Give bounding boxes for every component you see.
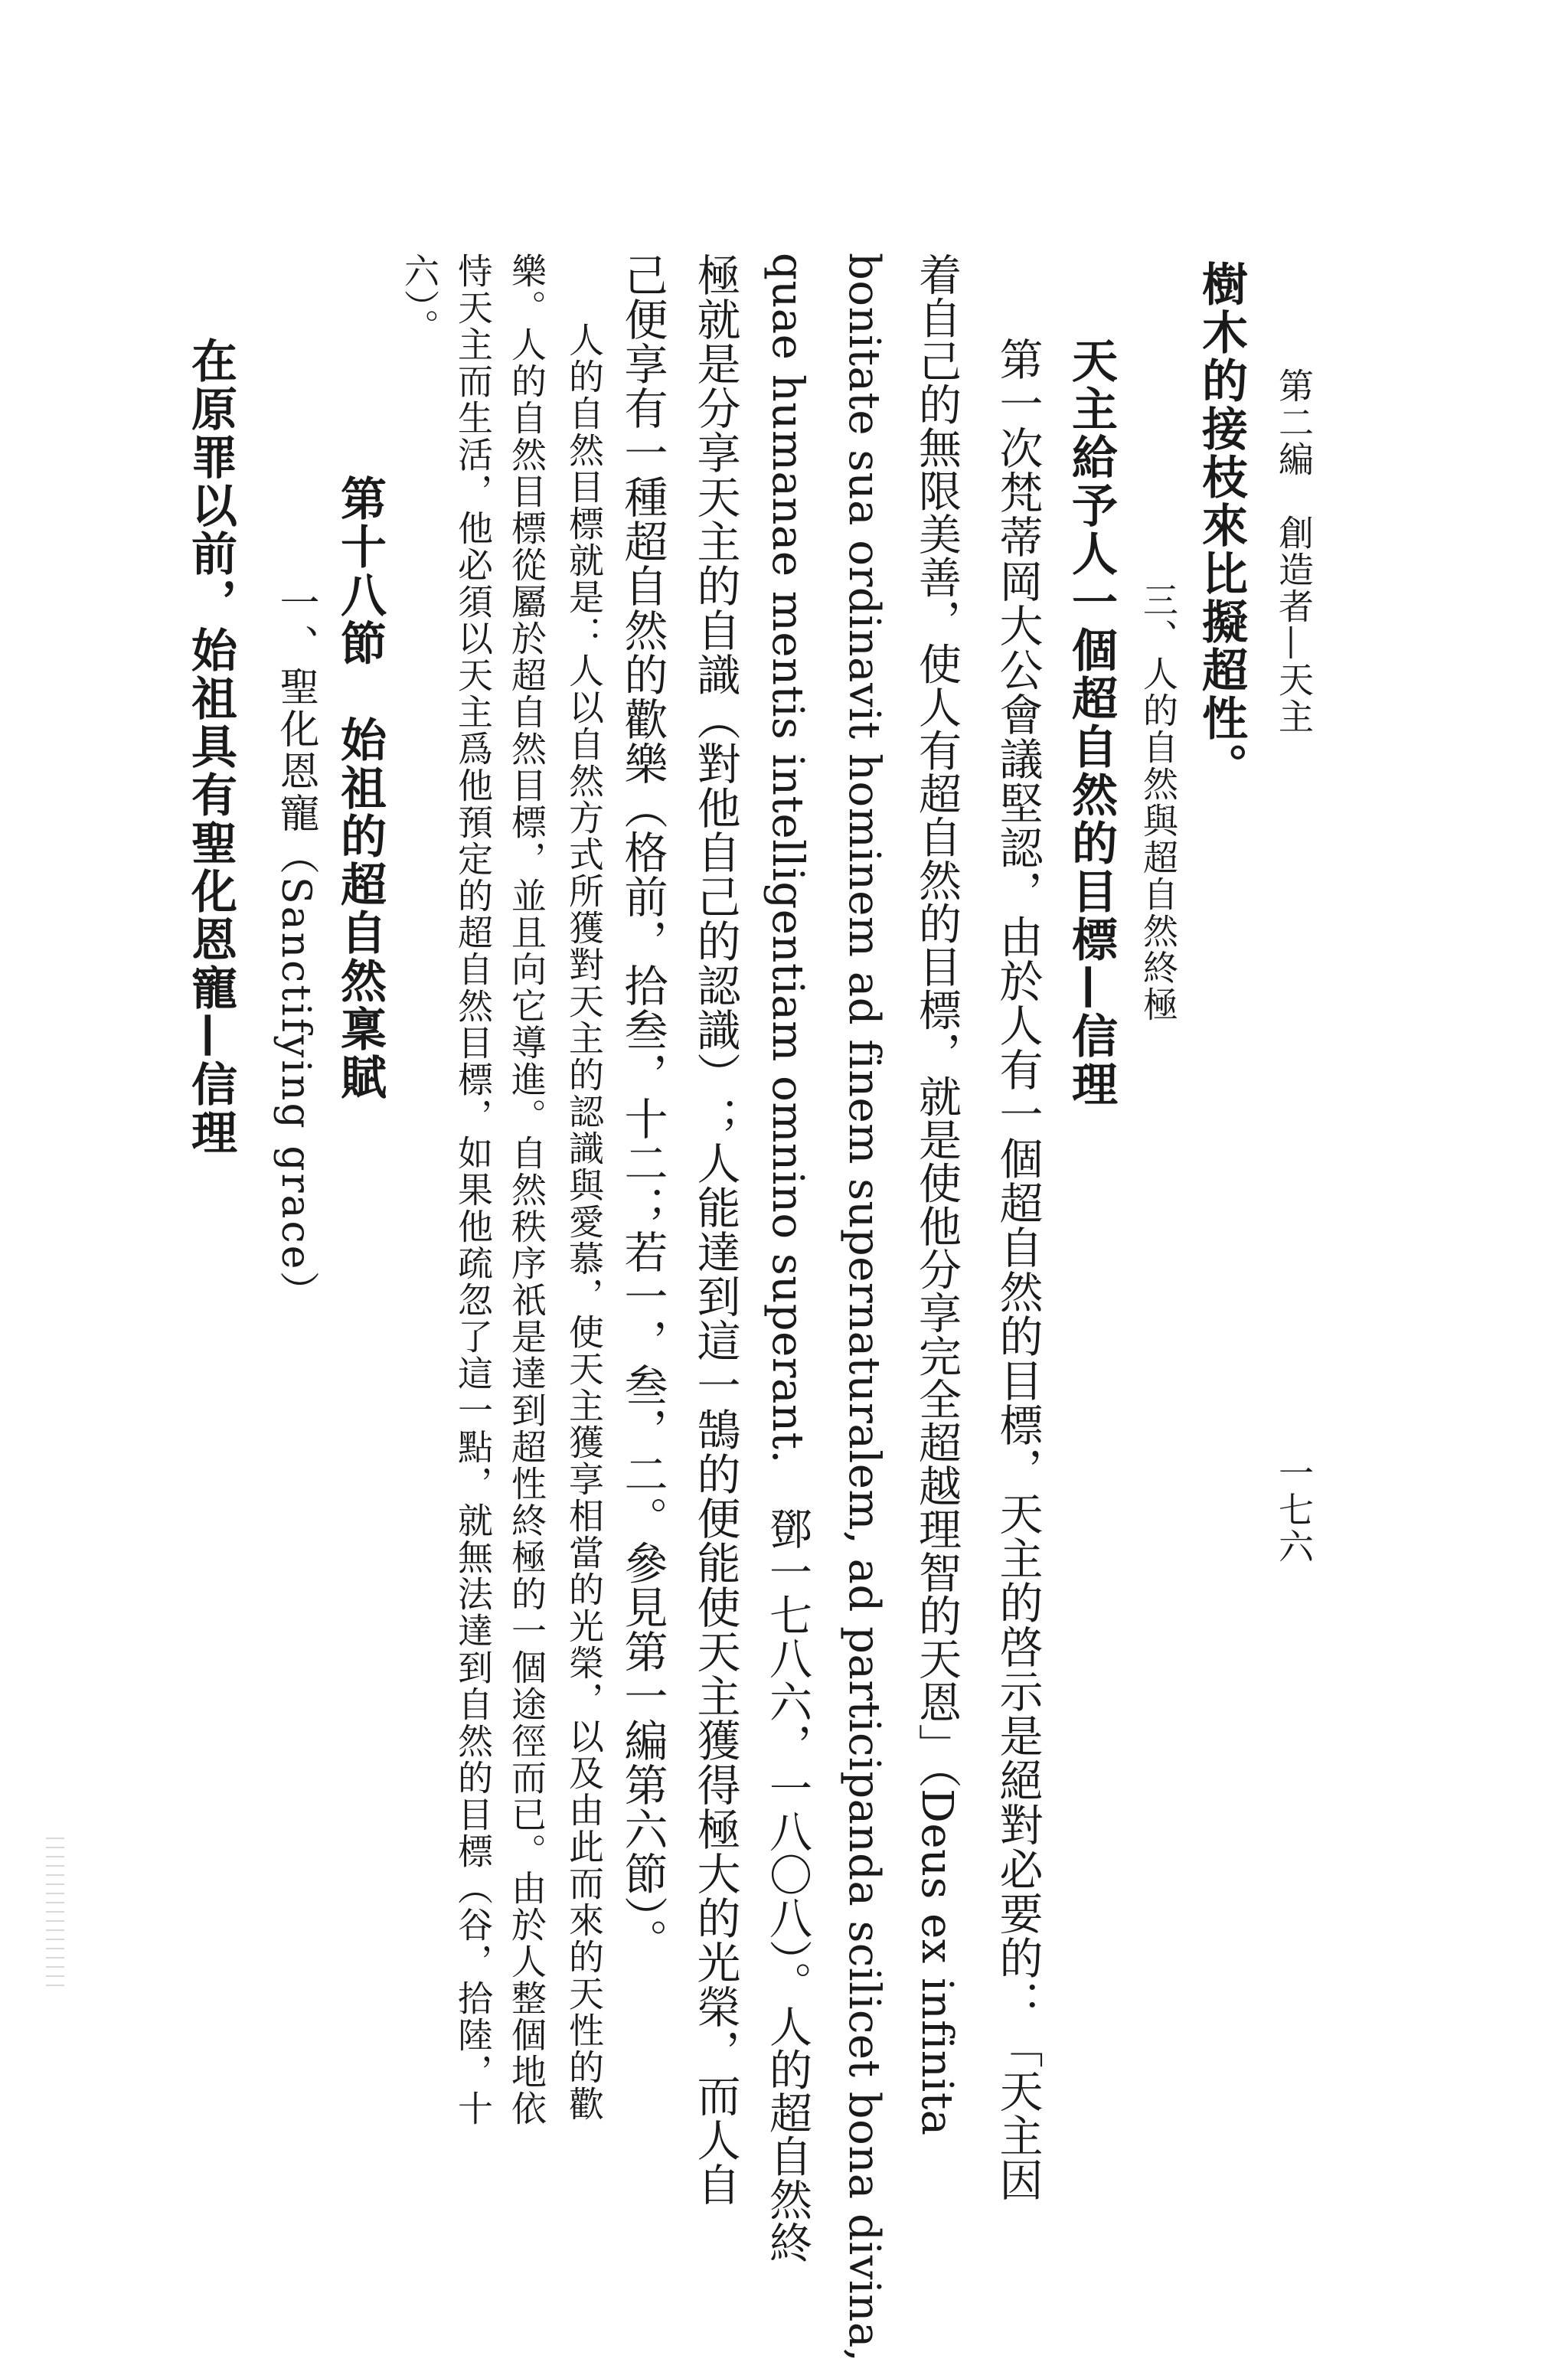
paragraph-line: bonitate sua ordinavit hominem ad finem supernaturalem, ad participanda scilicet bona divina,	[839, 253, 889, 2362]
paragraph-line: 六）。	[399, 253, 440, 345]
text-line: 樹木的接枝來比擬超性。	[1194, 260, 1248, 791]
paragraph-line: 極就是分享天主的自識（對他自己的認識）；人能達到這一鵠的便能使天主獲得極大的光榮，而人自	[690, 253, 740, 2207]
subheading: 三、人的自然與超自然終極	[1138, 582, 1179, 1023]
page-number: 一七六	[1273, 1455, 1315, 1565]
paragraph-line: 人的自然目標就是：人以自然方式所獲對天主的認識與愛慕，使天主獲享相當的光榮，以及由此而來的天性的歡	[564, 322, 605, 2122]
running-header-section: 第二編 創造者—天主	[1273, 368, 1315, 735]
thesis-heading: 天主給予人一個超自然的目標—信理	[1064, 337, 1118, 1109]
section-heading: 第十八節 始祖的超自然稟賦	[333, 475, 387, 1102]
paragraph-line: quae humanae mentis intelligentiam omnino superant. 鄧一七八六，一八〇八）。人的超自然終	[763, 253, 812, 2265]
paragraph-line: 樂。人的自然目標從屬於超自然目標，並且向它導進。自然秩序祇是達到超性終極的一個途徑而已。由於人整個地依	[506, 253, 547, 2127]
thesis-heading: 在原罪以前，始祖具有聖化恩寵—信理	[184, 337, 237, 1157]
scan-artifact	[46, 1838, 64, 1991]
paragraph-line: 着自己的無限美善，使人有超自然的目標，就是使他分享完全超越理智的天恩」（Deus ex infinita	[912, 253, 962, 2136]
paragraph-line: 恃天主而生活，他必須以天主爲他預定的超自然目標，如果他疏忽了這一點，就無法達到自然的目標（谷，拾陸，十	[452, 253, 494, 2127]
subheading: 一、聖化恩寵（Sanctifying grace）	[273, 582, 318, 1314]
paragraph-line: 己便享有一種超自然的歡樂（格前，拾叁，十二；若一，叁，二。參見第一編第六節）。	[617, 253, 668, 1963]
paragraph-line: 第一次梵蒂岡大公會議堅認，由於人有一個超自然的目標，天主的啓示是絕對必要的：「天主因	[992, 337, 1043, 2202]
